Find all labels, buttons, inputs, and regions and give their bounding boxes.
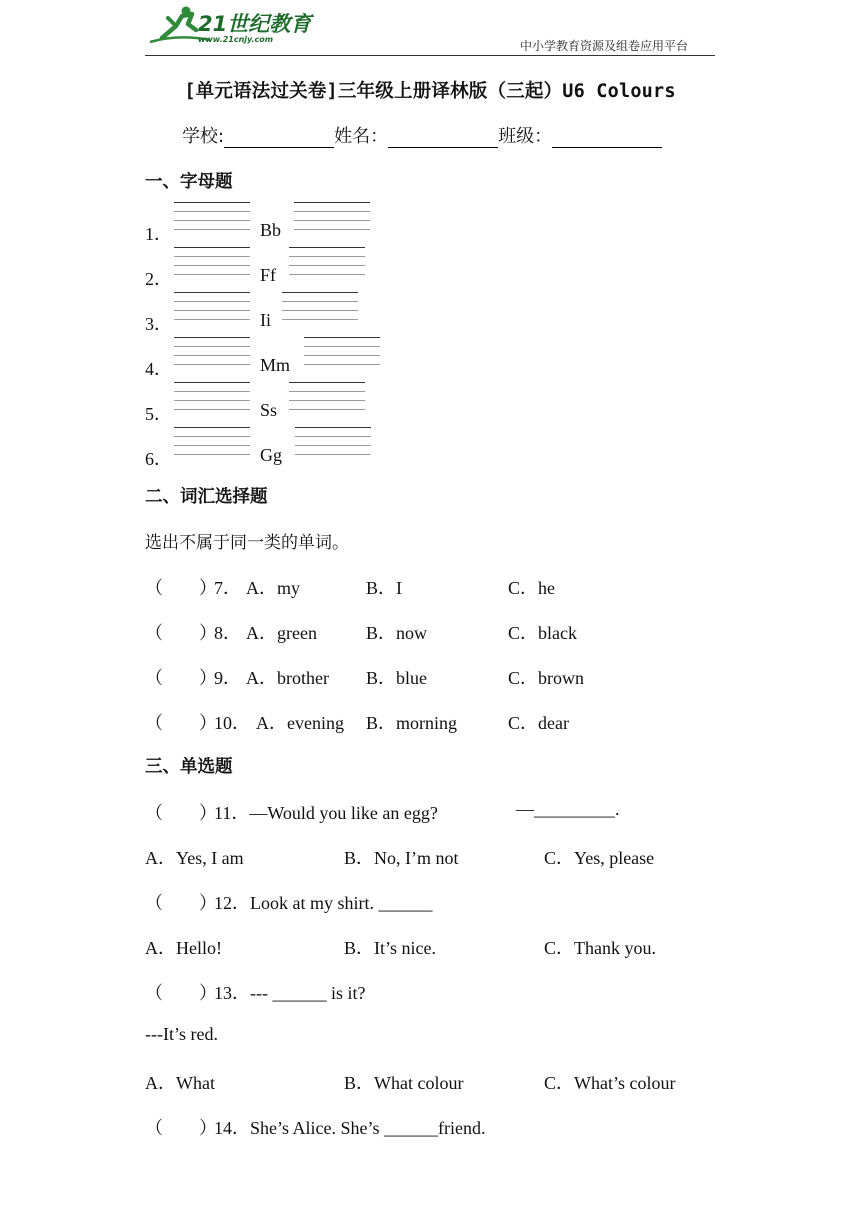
letter-item: Gg bbox=[260, 445, 282, 465]
logo-url: www.21cnjy.com bbox=[198, 35, 274, 44]
writing-grid[interactable] bbox=[289, 247, 365, 274]
letter-item: Ff bbox=[260, 265, 277, 285]
letter-item: Ss bbox=[260, 400, 278, 420]
option-a: A．Yes, I am bbox=[145, 848, 244, 868]
answer-bracket[interactable]: （ ） bbox=[145, 983, 217, 1003]
answer-bracket[interactable]: （ ） bbox=[145, 893, 217, 913]
option-c: C．dear bbox=[508, 713, 569, 733]
letter-number: 5． bbox=[145, 404, 172, 424]
question-answer-blank: —_________. bbox=[516, 799, 620, 819]
option-a: A．What bbox=[145, 1073, 215, 1093]
option-b: B．What colour bbox=[344, 1073, 464, 1093]
option-c: C．he bbox=[508, 578, 555, 598]
answer-bracket[interactable]: （ ） bbox=[145, 803, 217, 823]
answer-bracket[interactable]: （ ） bbox=[145, 668, 217, 688]
writing-grid[interactable] bbox=[289, 382, 365, 409]
section-mc-heading: 三、单选题 bbox=[145, 757, 233, 777]
question-stem: 13．--- ______ is it? bbox=[214, 983, 366, 1003]
section-letters-heading: 一、字母题 bbox=[145, 172, 233, 192]
question-number: 9． bbox=[214, 668, 241, 688]
writing-grid[interactable] bbox=[174, 337, 250, 364]
letter-number: 3． bbox=[145, 314, 172, 334]
header-platform-text: 中小学教育资源及组卷应用平台 bbox=[520, 39, 689, 53]
writing-grid[interactable] bbox=[174, 427, 250, 454]
vocab-instruction: 选出不属于同一类的单词。 bbox=[145, 533, 349, 553]
writing-grid[interactable] bbox=[294, 202, 370, 229]
site-logo bbox=[148, 4, 318, 48]
answer-bracket[interactable]: （ ） bbox=[145, 623, 217, 643]
question-stem: 11．—Would you like an egg? bbox=[214, 803, 438, 823]
option-a: A．green bbox=[246, 623, 317, 643]
option-b: B．now bbox=[366, 623, 428, 643]
question-line2: ---It’s red. bbox=[145, 1024, 218, 1044]
option-b: B．blue bbox=[366, 668, 427, 688]
option-b: B．No, I’m not bbox=[344, 848, 459, 868]
info-line bbox=[182, 122, 662, 148]
question-number: 7． bbox=[214, 578, 241, 598]
question-number: 10． bbox=[214, 713, 250, 733]
option-b: B．I bbox=[366, 578, 402, 598]
question-number: 8． bbox=[214, 623, 241, 643]
writing-grid[interactable] bbox=[174, 382, 250, 409]
writing-grid[interactable] bbox=[295, 427, 371, 454]
name-label: 姓名： bbox=[334, 126, 389, 147]
school-label: 学校: bbox=[182, 126, 225, 147]
option-c: C．Yes, please bbox=[544, 848, 655, 868]
option-c: C．What’s colour bbox=[544, 1073, 676, 1093]
writing-grid[interactable] bbox=[174, 247, 250, 274]
school-blank[interactable] bbox=[224, 129, 334, 148]
name-blank[interactable] bbox=[388, 129, 498, 148]
letter-number: 4． bbox=[145, 359, 172, 379]
option-a: A．Hello! bbox=[145, 938, 222, 958]
class-label: 班级： bbox=[498, 126, 553, 147]
letter-number: 2． bbox=[145, 269, 172, 289]
page-title: [单元语法过关卷]三年级上册译林版（三起）U6 Colours bbox=[184, 81, 676, 102]
logo-text: 21世纪教育 bbox=[198, 12, 312, 36]
option-b: B．morning bbox=[366, 713, 458, 733]
letter-number: 6． bbox=[145, 449, 172, 469]
section-vocab-heading: 二、词汇选择题 bbox=[145, 487, 268, 507]
option-c: C．black bbox=[508, 623, 577, 643]
question-stem: 14．She’s Alice. She’s ______friend. bbox=[214, 1118, 486, 1138]
letter-number: 1． bbox=[145, 224, 172, 244]
letter-item: Ii bbox=[260, 310, 271, 330]
writing-grid[interactable] bbox=[304, 337, 380, 364]
option-a: A．my bbox=[246, 578, 300, 598]
answer-bracket[interactable]: （ ） bbox=[145, 1118, 217, 1138]
writing-grid[interactable] bbox=[174, 292, 250, 319]
writing-grid[interactable] bbox=[174, 202, 250, 229]
option-b: B．It’s nice. bbox=[344, 938, 436, 958]
writing-grid[interactable] bbox=[282, 292, 358, 319]
answer-bracket[interactable]: （ ） bbox=[145, 578, 217, 598]
letter-item: Bb bbox=[260, 220, 282, 240]
option-a: A．evening bbox=[256, 713, 344, 733]
class-blank[interactable] bbox=[552, 129, 662, 148]
letter-item: Mm bbox=[260, 355, 291, 375]
option-a: A．brother bbox=[246, 668, 329, 688]
option-c: C．brown bbox=[508, 668, 584, 688]
option-c: C．Thank you. bbox=[544, 938, 656, 958]
question-stem: 12．Look at my shirt. ______ bbox=[214, 893, 433, 913]
header-divider bbox=[145, 55, 715, 56]
answer-bracket[interactable]: （ ） bbox=[145, 713, 217, 733]
